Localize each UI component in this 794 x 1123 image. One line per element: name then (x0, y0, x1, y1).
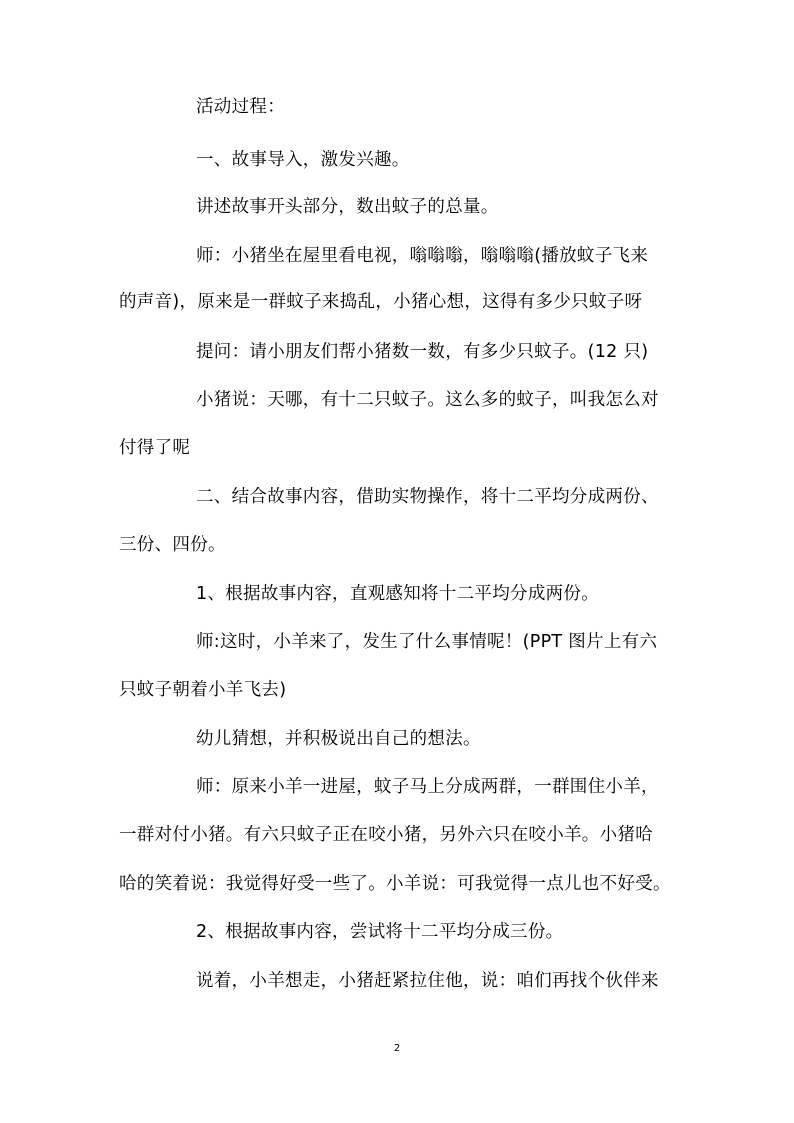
paragraph-line: 三份、四份。 (119, 535, 226, 555)
paragraph-line: 只蚊子朝着小羊飞去) (119, 680, 287, 700)
paragraph-line: 付得了呢 (119, 438, 191, 458)
paragraph-line: 哈的笑着说：我觉得好受一些了。小羊说：可我觉得一点儿也不好受。 (119, 874, 671, 894)
paragraph-line: 一群对付小猪。有六只蚊子正在咬小猪，另外六只在咬小羊。小猪哈 (119, 825, 653, 845)
paragraph-heading-activity-process: 活动过程： (196, 97, 285, 117)
paragraph-line: 讲述故事开头部分，数出蚊子的总量。 (196, 197, 499, 217)
paragraph-line: 师：原来小羊一进屋，蚊子马上分成两群，一群围住小羊， (196, 777, 659, 797)
paragraph-line: 小猪说：天哪，有十二只蚊子。这么多的蚊子，叫我怎么对 (196, 390, 659, 410)
subsection-heading-1: 1、根据故事内容，直观感知将十二平均分成两份。 (196, 584, 600, 604)
page-number: 2 (393, 1043, 401, 1054)
paragraph-line: 说着，小羊想走，小猪赶紧拉住他，说：咱们再找个伙伴来 (196, 971, 659, 991)
paragraph-line: 提问：请小朋友们帮小猪数一数，有多少只蚊子。(12 只) (196, 342, 649, 362)
paragraph-line: 师：小猪坐在屋里看电视，嗡嗡嗡，嗡嗡嗡(播放蚊子飞来 (196, 246, 649, 266)
section-heading-1: 一、故事导入，激发兴趣。 (196, 150, 410, 170)
paragraph-line: 的声音)，原来是一群蚊子来捣乱，小猪心想，这得有多少只蚊子呀 (119, 292, 643, 312)
subsection-heading-2: 2、根据故事内容，尝试将十二平均分成三份。 (196, 922, 564, 942)
paragraph-line: 幼儿猜想，并积极说出自己的想法。 (196, 729, 481, 749)
section-heading-2: 二、结合故事内容，借助实物操作，将十二平均分成两份、 (196, 487, 659, 507)
paragraph-line: 师:这时，小羊来了，发生了什么事情呢！(PPT 图片上有六 (196, 632, 658, 652)
